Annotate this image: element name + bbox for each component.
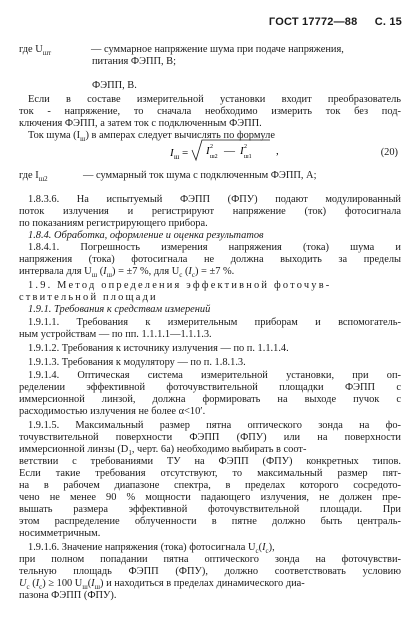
paragraph-line: ным устройствам — по пп. 1.1.1.1—1.1.1.3. [19, 329, 212, 340]
paragraph-line: напряжения (тока) фотосигнала не должна выходить за пределы [19, 254, 401, 265]
paragraph-line: тельную площадь ФЭПП (ФПУ), должно соответствовать условию [19, 566, 401, 577]
paragraph-line: ределении эффективной фоточувствительной площадки ФЭПП с [19, 382, 401, 393]
paragraph-line: 1.9.1.2. Требования к источнику излучения — по п. 1.1.1.4. [28, 343, 289, 354]
svg-text:2: 2 [210, 144, 213, 150]
svg-text:—: — [224, 145, 235, 157]
paragraph-line: ключения ФЭПП, а затем ток с подключенным ФЭПП. [19, 118, 262, 129]
noise-current-line: Ток шума $(I_ш)$ в амперах следует вычислять по формуле [28, 130, 275, 144]
definition-i-sum: где $I_{ш2}$ — суммарный ток шума с подключенным ФЭПП, А; [19, 170, 317, 184]
condition-line: $U_с$ $(I_с) \ge 100$ $U_ш(I_ш)$ и находиться в пределах динамического диа- [19, 578, 305, 592]
page-number: С. 15 [374, 16, 402, 28]
paragraph-line: этом распределение облученности в пятне должно быть централь- [19, 516, 401, 527]
paragraph-line: 1.8.3.6. На испытуемый ФЭПП (ФПУ) подают модулированный [28, 194, 401, 205]
d1-line: иммерсионной линзы ($D_1$, черт. 6а) необходимо выбирать в соот- [19, 444, 307, 458]
paragraph-line: пазона ФЭПП (ФПУ). [19, 590, 117, 601]
paragraph-line: по показаниям регистрирующего прибора. [19, 218, 208, 229]
section-heading-cont: ствительной площади [19, 292, 158, 303]
equation-number: (20) [380, 147, 398, 158]
paragraph-line: вышать размера эффективной фоточувствительной площади. При [19, 504, 401, 515]
paragraph-line: Если в составе измерительной установки входит преобразователь [28, 94, 401, 105]
paragraph-line: при полном попадании пятна оптического зонда на фоточувстви- [19, 554, 401, 565]
svg-text:2: 2 [244, 144, 247, 150]
interval-line: интервала для $U_ш$ $(I_ш) = \pm 7$ %, для $U_с$ $(I_с) = \pm 7$ %. [19, 266, 235, 280]
paragraph-line: на в рабочем диапазоне спектра, в пределах которого сосредото- [19, 480, 401, 491]
paragraph-line: 1.9.1.1. Требования к измерительным приборам и вспомогатель- [28, 317, 401, 328]
paragraph-line: Если такие требования отсутствуют, то максимальный размер пят- [19, 468, 401, 479]
paragraph-line: 1.8.4.1. Погрешность измерения напряжения (тока) шума и [28, 242, 401, 253]
section-heading: 1.9.1. Требования к средствам измерений [28, 304, 211, 315]
definition-u-noise-cont: ФЭПП, В. [92, 80, 137, 91]
signal-line: 1.9.1.6. Значение напряжения (тока) фотосигнала $U_с(I_с)$, [28, 542, 275, 556]
svg-text:ш1: ш1 [244, 154, 252, 160]
svg-text:,: , [276, 145, 279, 157]
paragraph-line: носимметричным. [19, 528, 101, 539]
page-header [269, 16, 402, 28]
paragraph-line: точувствительной поверхности ФЭПП (ФПУ) или на поверхности [19, 432, 401, 443]
svg-text:I: I [170, 147, 174, 159]
paragraph-line: поток излучения и регистрируют напряжение (ток) фотосигнала [19, 206, 401, 217]
svg-text:=: = [182, 147, 189, 159]
section-heading: 1.9. Метод определения эффективной фоточув- [28, 280, 332, 291]
paragraph-line: иммерсионной линзой, должна формировать на выходе пучок с [19, 394, 401, 405]
paragraph-line: расходимостью излучения не более α<10′. [19, 406, 206, 417]
standard-number: ГОСТ 17772—88 [268, 16, 358, 28]
svg-text:I: I [206, 145, 210, 157]
paragraph-line: ветствии с требованиями ТУ на ФЭПП (ФПУ) конкретных типов. [19, 456, 401, 467]
paragraph-line: 1.9.1.3. Требования к модулятору — по п. 1.8.1.3. [28, 357, 246, 368]
paragraph-line: 1.9.1.4. Оптическая система измерительной установки, при оп- [28, 370, 401, 381]
definition-u-sum: где $U_{шт}$ — суммарное напряжение шума при подаче напряжения, [19, 44, 344, 58]
svg-text:I: I [240, 145, 244, 157]
svg-text:ш: ш [174, 153, 180, 161]
paragraph-line: 1.9.1.5. Максимальный размер пятна оптического зонда на фо- [28, 420, 401, 431]
paragraph-line: чено не менее 90 % мощности падающего излучения, не должен пре- [19, 492, 401, 503]
section-heading: 1.8.4. Обработка, оформление и оценка результатов [28, 230, 264, 241]
paragraph-line: ток - напряжение, то сначала необходимо измерить ток без под- [19, 106, 401, 117]
definition-u-sum-cont: питания ФЭПП, В; [92, 56, 176, 67]
formula-20 [150, 138, 350, 164]
svg-text:ш2: ш2 [210, 154, 218, 160]
